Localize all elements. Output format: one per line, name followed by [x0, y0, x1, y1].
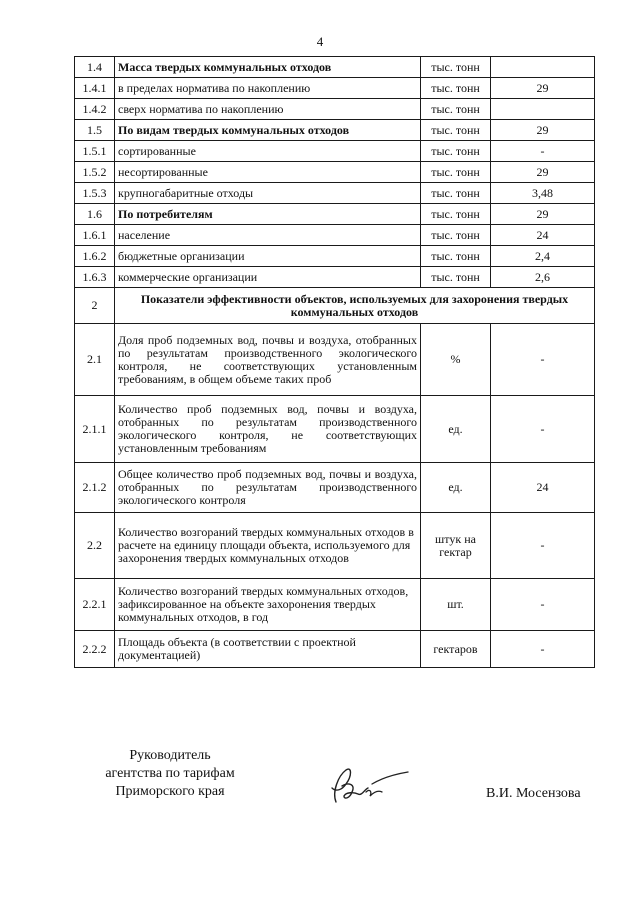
row-number: 1.4 — [75, 57, 115, 78]
row-unit: тыс. тонн — [421, 183, 491, 204]
row-unit: тыс. тонн — [421, 246, 491, 267]
page-number: 4 — [316, 34, 324, 49]
row-unit: тыс. тонн — [421, 204, 491, 225]
position-line: Руководитель — [129, 748, 211, 763]
row-number: 1.5.3 — [75, 183, 115, 204]
row-unit: тыс. тонн — [421, 267, 491, 288]
row-value: 29 — [491, 162, 595, 183]
row-unit: тыс. тонн — [421, 78, 491, 99]
table-row — [75, 204, 595, 225]
row-number: 1.4.2 — [75, 99, 115, 120]
table-row — [75, 579, 595, 631]
row-number: 2.2.2 — [75, 631, 115, 668]
row-number: 1.5.2 — [75, 162, 115, 183]
table-row — [75, 162, 595, 183]
position-line: агентства по тарифам — [105, 766, 235, 781]
row-value: - — [491, 396, 595, 463]
row-number: 1.5.1 — [75, 141, 115, 162]
table-row — [75, 78, 595, 99]
row-unit: тыс. тонн — [421, 57, 491, 78]
row-name: несортированные — [115, 162, 421, 183]
row-value: - — [491, 631, 595, 668]
indicators-table — [74, 56, 595, 668]
row-name: По потребителям — [115, 204, 421, 225]
row-unit: % — [421, 324, 491, 396]
row-value: 2,4 — [491, 246, 595, 267]
row-value: 24 — [491, 225, 595, 246]
row-value: 2,6 — [491, 267, 595, 288]
row-value: 29 — [491, 204, 595, 225]
row-unit: тыс. тонн — [421, 120, 491, 141]
row-number: 1.5 — [75, 120, 115, 141]
row-name: крупногабаритные отходы — [115, 183, 421, 204]
table-row — [75, 267, 595, 288]
row-number: 2.1 — [75, 324, 115, 396]
row-name: Количество возгораний твердых коммунальных отходов в расчете на единицу площади объекта, используемого для захоронения твердых коммунальных отходов — [115, 513, 421, 579]
table-row — [75, 99, 595, 120]
table-row — [75, 57, 595, 78]
row-name: Количество проб подземных вод, почвы и воздуха, отобранных по результатам производственного экологического контроля, не соответствующих установленным требованиям — [115, 396, 421, 463]
row-number: 1.6 — [75, 204, 115, 225]
table-row — [75, 225, 595, 246]
row-value — [491, 57, 595, 78]
row-unit: тыс. тонн — [421, 141, 491, 162]
section-header-row — [75, 288, 595, 324]
table-row — [75, 631, 595, 668]
table-row — [75, 141, 595, 162]
row-unit: штук на гектар — [421, 513, 491, 579]
row-value: - — [491, 141, 595, 162]
row-name: По видам твердых коммунальных отходов — [115, 120, 421, 141]
section-title: Показатели эффективности объектов, используемых для захоронения твердых коммунальных отходов — [115, 288, 595, 324]
row-name: сверх норматива по накоплению — [115, 99, 421, 120]
row-name: Доля проб подземных вод, почвы и воздуха, отобранных по результатам производственного экологического контроля, не соответствующих установленным требованиям, в общем объеме таких проб — [115, 324, 421, 396]
row-name: население — [115, 225, 421, 246]
row-number: 1.4.1 — [75, 78, 115, 99]
row-unit: ед. — [421, 396, 491, 463]
table-row — [75, 246, 595, 267]
row-value: 3,48 — [491, 183, 595, 204]
row-number: 1.6.2 — [75, 246, 115, 267]
row-number: 2.1.2 — [75, 463, 115, 513]
position-line: Приморского края — [115, 784, 225, 799]
row-name: сортированные — [115, 141, 421, 162]
row-value: 24 — [491, 463, 595, 513]
row-value: - — [491, 324, 595, 396]
table-row — [75, 513, 595, 579]
row-number: 2.1.1 — [75, 396, 115, 463]
row-value: 29 — [491, 78, 595, 99]
row-value — [491, 99, 595, 120]
row-unit: ед. — [421, 463, 491, 513]
row-name: Общее количество проб подземных вод, почвы и воздуха, отобранных по результатам производственного экологического контроля — [115, 463, 421, 513]
table-row — [75, 396, 595, 463]
table-row — [75, 120, 595, 141]
row-unit: тыс. тонн — [421, 99, 491, 120]
row-name: Количество возгораний твердых коммунальных отходов, зафиксированное на объекте захоронения твердых коммунальных отходов, в год — [115, 579, 421, 631]
row-name: бюджетные организации — [115, 246, 421, 267]
row-value: 29 — [491, 120, 595, 141]
row-number: 1.6.1 — [75, 225, 115, 246]
row-value: - — [491, 513, 595, 579]
row-unit: гектаров — [421, 631, 491, 668]
handwritten-signature — [322, 762, 412, 812]
row-number: 2.2.1 — [75, 579, 115, 631]
section-number: 2 — [75, 288, 115, 324]
row-unit: шт. — [421, 579, 491, 631]
row-name: Масса твердых коммунальных отходов — [115, 57, 421, 78]
row-number: 2.2 — [75, 513, 115, 579]
signer-name: В.И. Мосензова — [486, 786, 581, 801]
table-row — [75, 183, 595, 204]
row-name: Площадь объекта (в соответствии с проектной документацией) — [115, 631, 421, 668]
signer-position — [90, 747, 250, 801]
row-unit: тыс. тонн — [421, 162, 491, 183]
row-number: 1.6.3 — [75, 267, 115, 288]
row-unit: тыс. тонн — [421, 225, 491, 246]
row-name: в пределах норматива по накоплению — [115, 78, 421, 99]
table-row — [75, 324, 595, 396]
row-value: - — [491, 579, 595, 631]
table-row — [75, 463, 595, 513]
row-name: коммерческие организации — [115, 267, 421, 288]
